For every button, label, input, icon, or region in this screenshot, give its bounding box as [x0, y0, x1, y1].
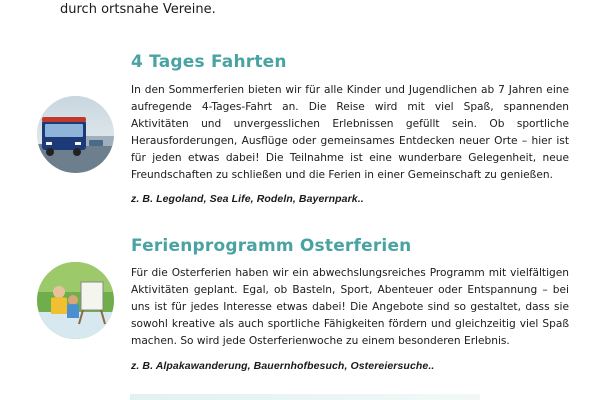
section-heading: 4 Tages Fahrten — [131, 52, 287, 72]
intro-text: durch ortsnahe Vereine. — [60, 2, 216, 17]
next-heading-fragment — [130, 394, 480, 400]
section-body: Für die Osterferien haben wir ein abwechslungsreiches Programm mit vielfältigen Aktivitäten geplant. Egal, ob Basteln, Sport, Abenteuer oder Entspannung – bei uns ist für jedes Interesse etwas dabei! Die Angebote sind so gestaltet, dass sie sowohl kreative als auch sportliche Fähigkeiten fördern und gleichzeitig viel Spaß machen. So wird jede Osterferienwoche zu einem besonderen Erlebnis. — [131, 267, 569, 347]
children-painting-photo-icon — [37, 262, 114, 339]
section-body: In den Sommerferien bieten wir für alle Kinder und Jugendlichen ab 7 Jahren eine aufregende 4-Tages-Fahrt an. Die Reise wird mit viel Spaß, spannenden Aktivitäten und unvergesslichen Erlebnissen gefüllt sein. Ob sportliche Herausforderungen, Ausflüge oder gemeinsames Entdecken neuer Orte – hier ist für jeden etwas dabei! Die Teilnahme ist eine wunderbare Gelegenheit, neue Freundschaften zu schließen und die Ferien in einer Gemeinschaft zu genießen. — [131, 84, 569, 181]
section-examples: z. B. Legoland, Sea Life, Rodeln, Bayernpark.. — [131, 193, 364, 205]
bus-photo-icon — [37, 96, 114, 173]
section-heading: Ferienprogramm Osterferien — [131, 236, 412, 256]
section-examples: z. B. Alpakawanderung, Bauernhofbesuch, Ostereiersuche.. — [131, 360, 435, 372]
